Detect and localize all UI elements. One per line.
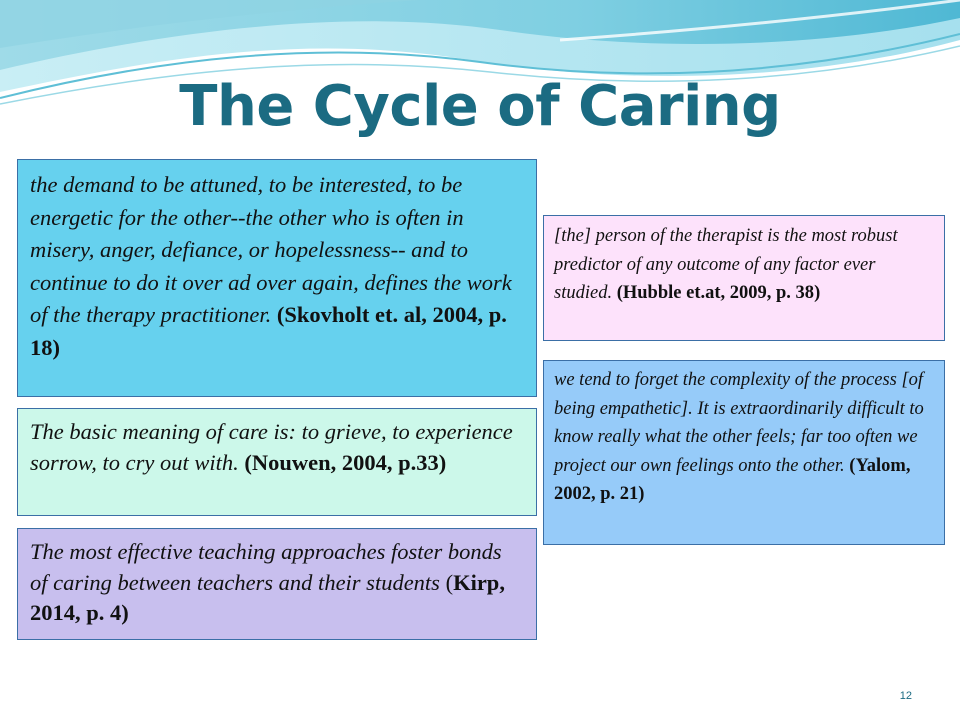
quote-text: the demand to be attuned, to be interested, to be energetic for the other--the other who is often in misery, anger, defiance, or hopelessness-- and to continue to do it over ad over again, defines the work of the therapy practitioner. <box>30 172 512 327</box>
quote-box-nouwen <box>17 408 537 516</box>
quote-citation-open: ( <box>616 283 623 303</box>
page-number: 12 <box>899 690 912 702</box>
quote-citation-open: ( <box>445 569 454 595</box>
quote-citation: (Nouwen, 2004, p.33) <box>244 449 447 475</box>
quote-citation: (Skovholt et. al, 2004, p. 18) <box>30 302 507 360</box>
slide-title: The Cycle of Caring <box>179 74 781 139</box>
quote-citation: Yalom, 2002, p. 21 <box>554 455 911 504</box>
quote-box-skovholt <box>17 159 537 397</box>
quote-box-hubble <box>543 215 945 341</box>
quote-box-kirp <box>17 528 537 640</box>
quote-text: The basic meaning of care is: to grieve, to experience sorrow, to cry out with. <box>30 419 513 475</box>
quote-citation-close: ) <box>638 484 645 504</box>
quote-citation: Kirp, 2014, p. 4) <box>30 569 505 625</box>
quote-text: we tend to forget the complexity of the process [of being empathetic]. It is extraordinarily difficult to know really what the other feels; far too often we project our own feelings onto the other. <box>554 370 924 476</box>
quote-citation: Hubble et.at, 2009, p. 38 <box>622 283 815 303</box>
quote-text: The most effective teaching approaches foster bonds of caring between teachers and their students <box>30 539 502 595</box>
quote-box-yalom <box>543 360 945 545</box>
quote-citation-close: ) <box>814 283 821 303</box>
quote-text: [the] person of the therapist is the most robust predictor of any outcome of any factor ever studied. <box>554 226 898 303</box>
quote-citation-open: ( <box>849 455 856 476</box>
